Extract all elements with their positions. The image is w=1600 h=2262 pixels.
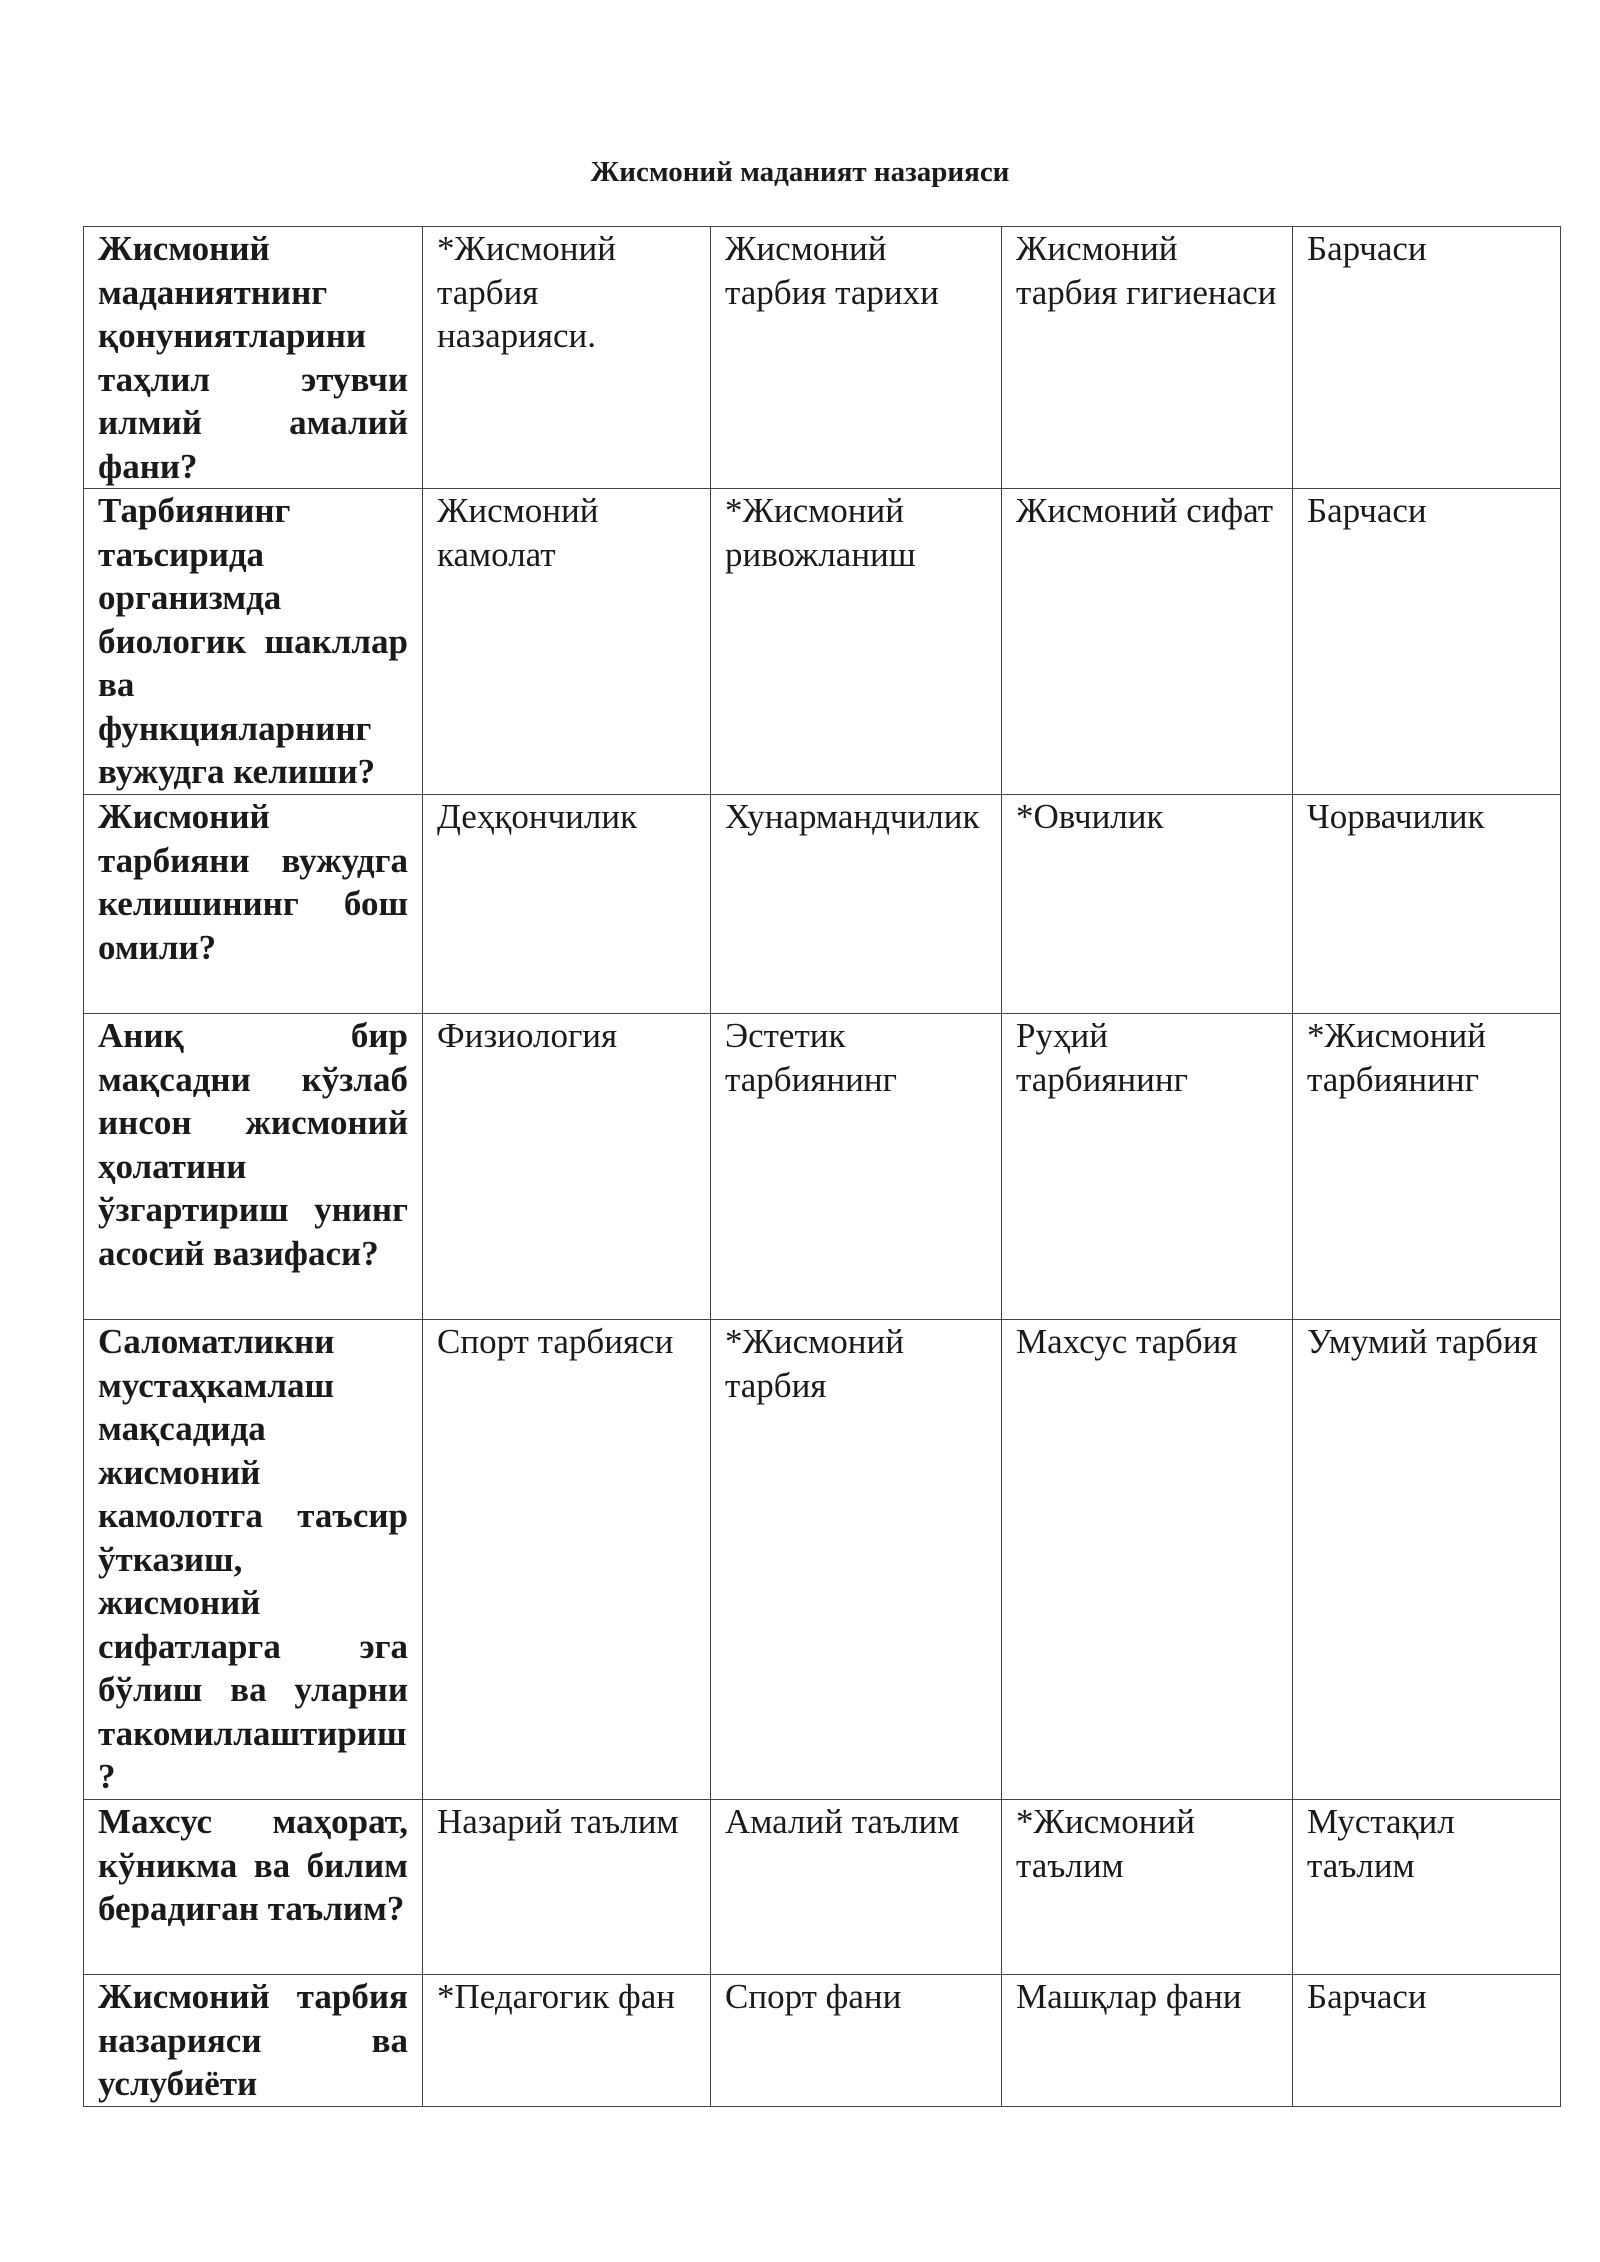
question-cell: Махсус маҳорат, кўникма ва билим берадиган таълим? — [84, 1800, 423, 1975]
question-cell: Саломатликни мустаҳкамлаш мақсадида жисмоний камолотга таъсир ўтказиш, жисмоний сифатларга эга бўлиш ва уларни такомиллаштириш? — [84, 1320, 423, 1800]
question-cell: Тарбиянинг таъсирида организмда биологик шакллар ва функцияларнинг вужудга келиши? — [84, 489, 423, 795]
option-cell: *Жисмоний тарбия — [711, 1320, 1002, 1800]
option-cell: Деҳқончилик — [423, 795, 711, 1014]
option-cell: *Жисмоний ривожланиш — [711, 489, 1002, 795]
option-cell: Барчаси — [1293, 1975, 1561, 2107]
option-cell: *Жисмоний таълим — [1002, 1800, 1293, 1975]
option-cell: Жисмоний тарбия гигиенаси — [1002, 227, 1293, 489]
option-cell: Барчаси — [1293, 227, 1561, 489]
option-cell: *Жисмоний тарбия назарияси. — [423, 227, 711, 489]
option-cell: Барчаси — [1293, 489, 1561, 795]
table-row — [84, 795, 1561, 1014]
page-title: Жисмоний маданият назарияси — [590, 156, 1010, 188]
option-cell: Умумий тарбия — [1293, 1320, 1561, 1800]
question-cell: Жисмоний маданиятнинг қонуниятларини таҳлил этувчи илмий амалий фани? — [84, 227, 423, 489]
option-cell: Эстетик тарбиянинг — [711, 1014, 1002, 1320]
table-row — [84, 1975, 1561, 2107]
question-cell: Аниқ бир мақсадни кўзлаб инсон жисмоний ҳолатини ўзгартириш унинг асосий вазифаси? — [84, 1014, 423, 1320]
option-cell: *Овчилик — [1002, 795, 1293, 1014]
option-cell: Жисмоний тарбия тарихи — [711, 227, 1002, 489]
option-cell: Машқлар фани — [1002, 1975, 1293, 2107]
option-cell: Жисмоний сифат — [1002, 489, 1293, 795]
option-cell: Жисмоний камолат — [423, 489, 711, 795]
quiz-table — [83, 226, 1561, 2107]
option-cell: Руҳий тарбиянинг — [1002, 1014, 1293, 1320]
table-row — [84, 1014, 1561, 1320]
option-cell: Махсус тарбия — [1002, 1320, 1293, 1800]
option-cell: Физиология — [423, 1014, 711, 1320]
option-cell: Спорт фани — [711, 1975, 1002, 2107]
option-cell: Хунармандчилик — [711, 795, 1002, 1014]
question-cell: Жисмоний тарбия назарияси ва услубиёти — [84, 1975, 423, 2107]
table-row — [84, 227, 1561, 489]
option-cell: Назарий таълим — [423, 1800, 711, 1975]
option-cell: Мустақил таълим — [1293, 1800, 1561, 1975]
table-row — [84, 1800, 1561, 1975]
option-cell: *Педагогик фан — [423, 1975, 711, 2107]
table-row — [84, 489, 1561, 795]
option-cell: Чорвачилик — [1293, 795, 1561, 1014]
table-row — [84, 1320, 1561, 1800]
question-cell: Жисмоний тарбияни вужудга келишининг бош омили? — [84, 795, 423, 1014]
option-cell: *Жисмоний тарбиянинг — [1293, 1014, 1561, 1320]
option-cell: Амалий таълим — [711, 1800, 1002, 1975]
option-cell: Спорт тарбияси — [423, 1320, 711, 1800]
